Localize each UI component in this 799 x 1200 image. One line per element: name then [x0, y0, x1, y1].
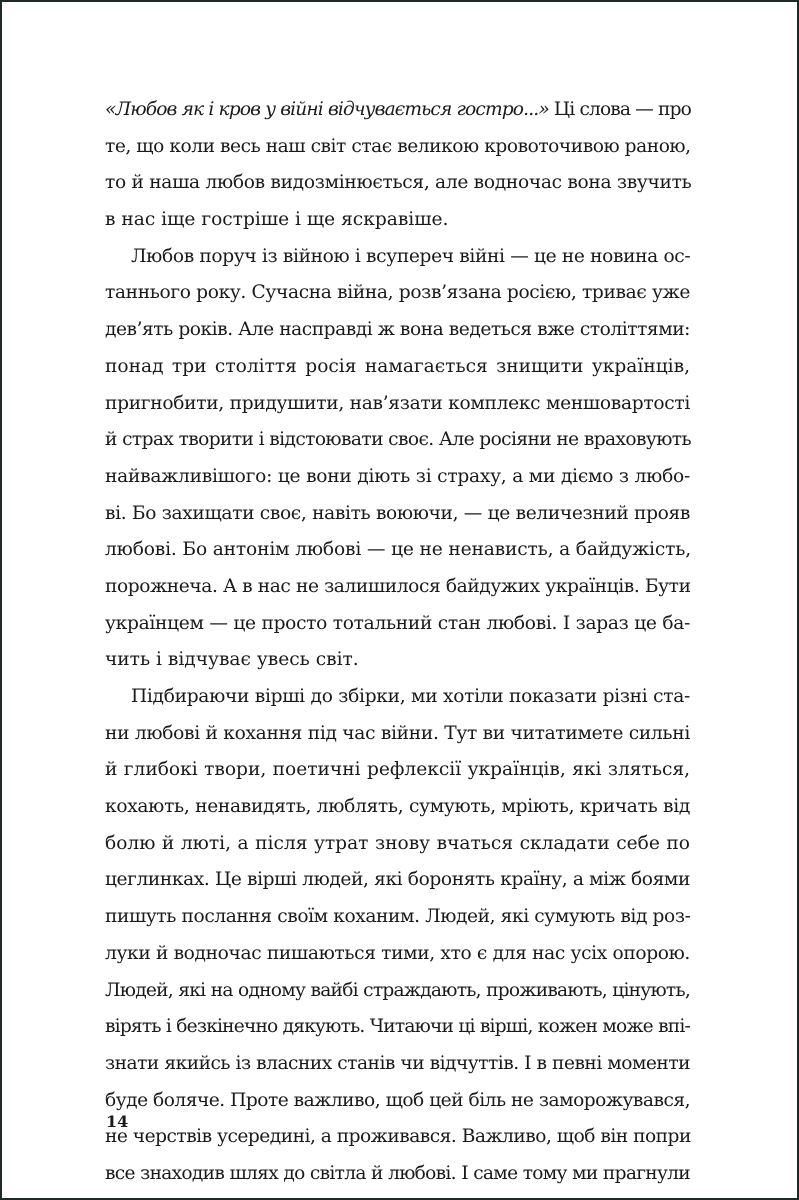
text-line: те, що коли весь наш світ стає великою кровоточивою раною, [105, 135, 691, 157]
text-segment: Ці слова — про [548, 99, 691, 120]
text-line: ни любові й кохання під час війни. Тут ви читатимете сильні [105, 722, 690, 744]
text-line: не черствів усередині, а проживався. Важливо, щоб він попри [105, 1126, 691, 1148]
text-line: пишуть послання своїм коханим. Людей, які сумують від роз- [105, 906, 691, 928]
text-line: Підбираючи вірші до збірки, ми хотіли показати різні ста- [131, 686, 690, 707]
text-line [105, 92, 690, 129]
text-line: й глибокі твори, поетичні рефлексії українців, які зляться, [105, 759, 690, 781]
text-line: цеглинках. Це вірші людей, які боронять країну, а між боями [105, 869, 690, 891]
text-line: чить і відчуває увесь світ. [105, 649, 359, 671]
text-line: понад три століття росія намагається знищити українців, [105, 355, 690, 377]
text-line: в нас іще гостріше і ще яскравіше. [105, 209, 449, 231]
body-text [105, 92, 690, 1193]
text-line: вірять і безкінечно дякують. Читаючи ці вірші, кожен може впі- [105, 1016, 690, 1038]
text-line: дев’ять років. Але насправді ж вона ведеться вже століттями: [105, 319, 690, 341]
text-line: знати якийсь із власних станів чи відчуттів. І в певні моменти [105, 1052, 690, 1074]
text-line: Людей, які на одному вайбі страждають, проживають, цінують, [105, 979, 690, 1001]
text-line: то й наша любов видозмінюється, але водночас вона звучить [105, 172, 692, 194]
text-line: буде боляче. Проте важливо, щоб цей біль не заморожувався, [105, 1089, 690, 1111]
paragraph-1 [105, 92, 690, 239]
paragraph-3 [105, 679, 690, 1193]
text-line: луки й водночас пишаються тими, хто є для нас усіх опорою. [105, 942, 690, 964]
text-line: болю й люті, а після утрат знову вчаться складати себе по [105, 832, 690, 854]
text-line: найважливішого: це вони діють зі страху, а ми діємо з любо- [105, 465, 690, 487]
text-line: любові. Бо антонім любові — це не ненависть, а байдужість, [105, 539, 691, 561]
text-line: кохають, ненавидять, люблять, сумують, мріють, кричать від [105, 796, 690, 818]
text-line: ві. Бо захищати своє, навіть воюючи, — це величезний прояв [105, 502, 690, 524]
page-number: 14 [106, 1112, 129, 1131]
text-line: українцем — це просто тотальний стан любові. І зараз це ба- [105, 612, 690, 634]
text-line: Любов поруч із війною і всупереч війні — це не новина ос- [131, 245, 691, 267]
paragraph-2 [105, 239, 690, 679]
epigraph-quote: «Любов як і кров у війні відчувається гостро...» [105, 99, 549, 120]
text-line: все знаходив шлях до світла й любові. І саме тому ми прагнули [105, 1162, 690, 1184]
text-line: порожнеча. А в нас не залишилося байдужих українців. Бути [105, 575, 691, 597]
text-line: пригнобити, придушити, нав’язати комплекс меншовартості [105, 392, 690, 414]
text-line: таннього року. Сучасна війна, розв’язана росією, триває уже [105, 282, 690, 304]
text-line: й страх творити і відстоювати своє. Але росіяни не враховують [105, 429, 692, 451]
